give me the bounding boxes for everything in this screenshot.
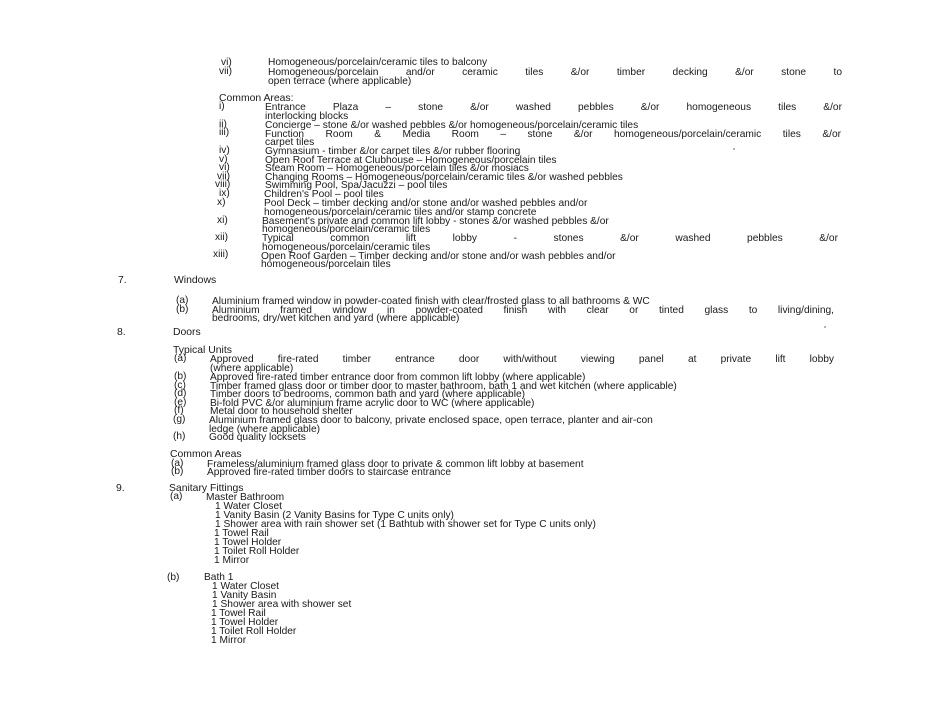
scan-speck bbox=[733, 148, 735, 150]
item-label: ii) bbox=[219, 119, 227, 130]
item-label: (b) bbox=[171, 466, 184, 477]
section-number: 7. bbox=[118, 275, 127, 286]
common-areas-heading: Common Areas: bbox=[219, 93, 294, 104]
item-text-continued: open terrace (where applicable) bbox=[268, 76, 412, 87]
item-label: xiii) bbox=[213, 249, 229, 260]
item-text-continued: homogeneous/porcelain/ceramic tiles bbox=[262, 242, 431, 253]
item-label: (c) bbox=[174, 380, 186, 391]
list-item: 1 Vanity Basin (2 Vanity Basins for Type C units only) bbox=[215, 510, 454, 521]
list-item: 1 Toilet Roll Holder bbox=[211, 626, 297, 637]
section-number: 9. bbox=[116, 483, 125, 494]
item-text: Bi-fold PVC &/or aluminium frame acrylic door to WC (where applicable) bbox=[210, 398, 535, 409]
item-label: vi) bbox=[221, 57, 232, 68]
list-item: 1 Vanity Basin bbox=[212, 590, 277, 601]
item-label: (b) bbox=[167, 572, 180, 583]
item-text: Timber framed glass door or timber door to master bathroom, bath 1 and wet kitchen (where applicable) bbox=[210, 381, 677, 392]
item-text: Frameless/aluminium framed glass door to private & common lift lobby at basement bbox=[207, 459, 584, 470]
item-label: (a) bbox=[174, 353, 187, 364]
list-item: 1 Water Closet bbox=[212, 581, 279, 592]
item-label: (b) bbox=[176, 304, 189, 315]
list-item: 1 Shower area with shower set bbox=[212, 599, 352, 610]
item-label: i) bbox=[219, 101, 225, 112]
item-text: Homogeneous/porcelain and/or ceramic tiles &/or timber decking &/or stone to bbox=[268, 67, 842, 78]
item-label: (e) bbox=[174, 397, 187, 408]
item-text-continued: homogeneous/porcelain tiles bbox=[261, 259, 391, 270]
list-item: 1 Shower area with rain shower set (1 Bathtub with shower set for Type C units only) bbox=[215, 519, 596, 530]
item-label: vii) bbox=[219, 66, 233, 77]
item-text-continued: bedrooms, dry/wet kitchen and yard (where applicable) bbox=[212, 313, 460, 324]
item-label: viii) bbox=[215, 179, 231, 190]
bath-1-title: Bath 1 bbox=[204, 572, 234, 583]
item-text-continued: homogeneous/porcelain/ceramic tiles bbox=[262, 224, 431, 235]
item-label: xii) bbox=[215, 232, 229, 243]
item-text: Aluminium framed window in powder-coated finish with clear or tinted glass to living/dining, bbox=[212, 305, 834, 316]
master-bathroom-title: Master Bathroom bbox=[206, 492, 285, 503]
item-text: Children's Pool – pool tiles bbox=[264, 189, 384, 200]
item-label: iii) bbox=[219, 127, 230, 138]
item-text-continued: interlocking blocks bbox=[265, 111, 349, 122]
item-text-continued: carpet tiles bbox=[265, 137, 315, 148]
item-text: Basement's private and common lift lobby - stones &/or washed pebbles &/or bbox=[262, 216, 609, 227]
item-text: Pool Deck – timber decking and/or stone and/or washed pebbles and/or bbox=[264, 198, 588, 209]
section-title-sanitary: Sanitary Fittings bbox=[169, 483, 244, 494]
item-text: Approved fire-rated timber entrance door from common lift lobby (where applicable) bbox=[210, 372, 586, 383]
item-label: vi) bbox=[219, 162, 230, 173]
item-text: Approved fire-rated timber entrance door with/without viewing panel at private lift lobby bbox=[210, 354, 834, 365]
list-item: 1 Towel Holder bbox=[214, 537, 282, 548]
item-text: Function Room & Media Room – stone &/or homogeneous/porcelain/ceramic tiles &/or bbox=[265, 129, 841, 140]
item-label: (a) bbox=[170, 491, 183, 502]
item-label: (d) bbox=[174, 388, 187, 399]
item-text: Open Roof Garden – Timber decking and/or stone and/or wash pebbles and/or bbox=[261, 251, 616, 262]
section-title-doors: Doors bbox=[173, 327, 201, 338]
item-label: v) bbox=[219, 154, 228, 165]
list-item: 1 Mirror bbox=[214, 555, 250, 566]
item-text-continued: homogeneous/porcelain/ceramic tiles and/or stamp concrete bbox=[264, 207, 537, 218]
item-text: Entrance Plaza – stone &/or washed pebbles &/or homogeneous tiles &/or bbox=[265, 102, 842, 113]
item-text: Swimming Pool, Spa/Jacuzzi – pool tiles bbox=[265, 180, 448, 191]
item-text: Homogeneous/porcelain/ceramic tiles to balcony bbox=[268, 57, 488, 68]
list-item: 1 Water Closet bbox=[215, 501, 282, 512]
item-label: (a) bbox=[176, 295, 189, 306]
item-label: iv) bbox=[219, 145, 230, 156]
item-label: (b) bbox=[174, 371, 187, 382]
item-label: (g) bbox=[173, 414, 186, 425]
item-label: (h) bbox=[173, 431, 186, 442]
item-text: Changing Rooms – Homogeneous/porcelain/ceramic tiles &/or washed pebbles bbox=[265, 172, 623, 183]
list-item: 1 Toilet Roll Holder bbox=[214, 546, 300, 557]
item-text: Timber doors to bedrooms, common bath and yard (where applicable) bbox=[210, 389, 526, 400]
item-label: (a) bbox=[171, 458, 184, 469]
item-text: Gymnasium - timber &/or carpet tiles &/or rubber flooring bbox=[265, 146, 521, 157]
item-label: xi) bbox=[217, 215, 228, 226]
item-text: Concierge – stone &/or washed pebbles &/or homogeneous/porcelain/ceramic tiles bbox=[265, 120, 639, 131]
typical-units-heading: Typical Units bbox=[173, 345, 232, 356]
section-title-windows: Windows bbox=[174, 275, 217, 286]
item-text: Open Roof Terrace at Clubhouse – Homogeneous/porcelain tiles bbox=[265, 155, 557, 166]
item-label: x) bbox=[217, 197, 226, 208]
item-text: Good quality locksets bbox=[209, 432, 306, 443]
list-item: 1 Towel Holder bbox=[211, 617, 279, 628]
item-text: Aluminium framed window in powder-coated finish with clear/frosted glass to all bathrooms & WC bbox=[212, 296, 650, 307]
item-text: Steam Room – Homogeneous/porcelain tiles &/or mosiacs bbox=[265, 163, 529, 174]
item-text: Typical common lift lobby - stones &/or washed pebbles &/or bbox=[262, 233, 838, 244]
doors-common-areas-heading: Common Areas bbox=[170, 449, 242, 460]
item-label: ix) bbox=[219, 188, 230, 199]
item-label: (f) bbox=[174, 405, 184, 416]
list-item: 1 Mirror bbox=[211, 635, 247, 646]
list-item: 1 Towel Rail bbox=[214, 528, 269, 539]
item-label: vii) bbox=[217, 171, 231, 182]
scan-speck bbox=[824, 326, 826, 328]
item-text: Approved fire-rated timber doors to staircase entrance bbox=[207, 467, 452, 478]
item-text: Metal door to household shelter bbox=[210, 406, 353, 417]
item-text-continued: ledge (where applicable) bbox=[209, 424, 320, 435]
section-number: 8. bbox=[117, 327, 126, 338]
item-text: Aluminium framed glass door to balcony, private enclosed space, open terrace, planter and air-con bbox=[209, 415, 653, 426]
list-item: 1 Towel Rail bbox=[211, 608, 266, 619]
item-text-continued: (where applicable) bbox=[210, 363, 294, 374]
